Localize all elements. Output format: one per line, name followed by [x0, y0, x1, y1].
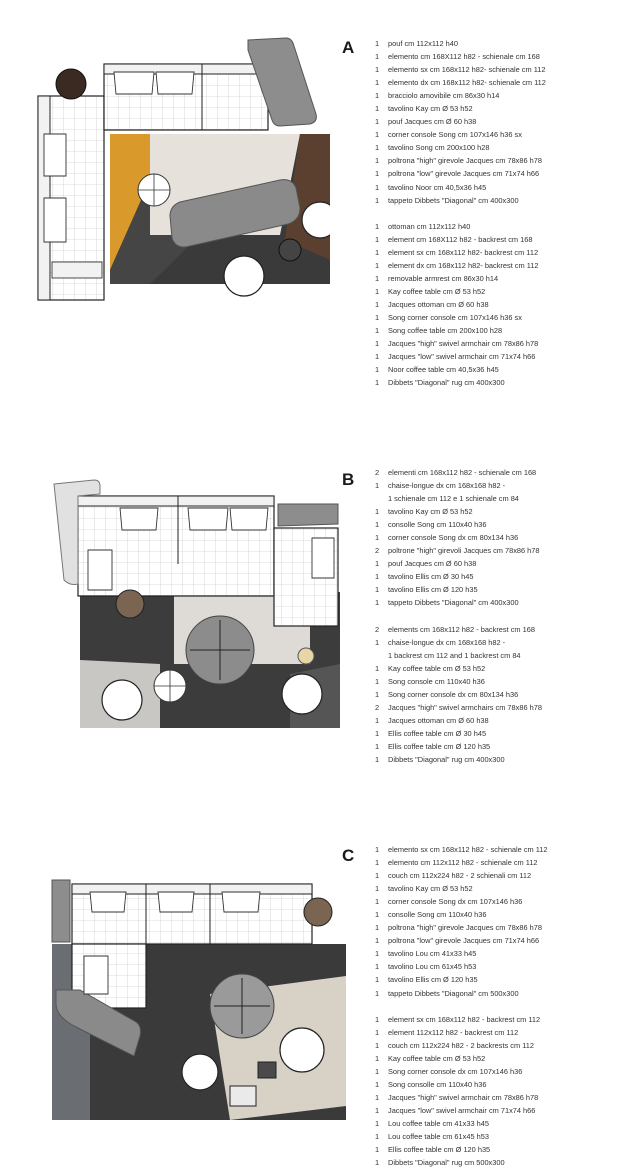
- legend-text: poltrona "low" girevole Jacques cm 71x74 h66: [388, 936, 540, 946]
- legend-item: [372, 843, 612, 856]
- legend-spacer: [372, 1000, 612, 1013]
- legend-item: [372, 298, 612, 311]
- legend-quantity: 1: [375, 1040, 380, 1050]
- legend-quantity: 1: [375, 988, 380, 998]
- legend-quantity: 1: [375, 585, 380, 595]
- legend-text: tappeto Dibbets "Diagonal" cm 400x300: [388, 195, 519, 205]
- legend-text: Ellis coffee table cm Ø 120 h35: [388, 741, 491, 751]
- legend-quantity: 1: [375, 572, 380, 582]
- floor-plan-b: [50, 474, 350, 729]
- legend-item: [372, 1026, 612, 1039]
- legend-item: [372, 505, 612, 518]
- legend-quantity: 1: [375, 247, 380, 257]
- legend-item: [372, 1091, 612, 1104]
- legend-text: element 112x112 h82 - backrest cm 112: [388, 1027, 519, 1037]
- legend-text: Kay coffee table cm Ø 53 h52: [388, 286, 486, 296]
- legend-text: Dibbets "Diagonal" rug cm 400x300: [388, 378, 505, 388]
- legend-item: [372, 623, 612, 636]
- legend-item: [372, 987, 612, 1000]
- legend-item: [372, 76, 612, 89]
- legend-item: [372, 636, 612, 649]
- legend-text: 1 schienale cm 112 e 1 schienale cm 84: [388, 494, 519, 504]
- legend-text: element cm 168X112 h82 - backrest cm 168: [388, 234, 533, 244]
- legend-quantity: 1: [375, 130, 380, 140]
- legend-quantity: 1: [375, 117, 380, 127]
- legend-text: corner console Song dx cm 80x134 h36: [388, 533, 519, 543]
- legend-item: [372, 181, 612, 194]
- legend-quantity: 1: [375, 754, 380, 764]
- legend-item: [372, 220, 612, 233]
- legend-quantity: 2: [375, 468, 380, 477]
- legend-quantity: 1: [375, 156, 380, 166]
- legend-item: [372, 662, 612, 675]
- legend-item: [372, 856, 612, 869]
- legend-quantity: 1: [375, 741, 380, 751]
- legend-text: Song coffee table cm 200x100 h28: [388, 325, 503, 335]
- legend-quantity: 1: [375, 234, 380, 244]
- legend-text: couch cm 112x224 h82 - 2 backrests cm 112: [388, 1040, 534, 1050]
- legend-item: [372, 882, 612, 895]
- legend-quantity: 1: [375, 1158, 380, 1168]
- legend-text: tavolino Kay cm Ø 53 h52: [388, 884, 473, 894]
- legend-quantity: 1: [375, 91, 380, 101]
- legend-quantity: 1: [375, 975, 380, 985]
- legend-text: Song corner console dx cm 107x146 h36: [388, 1066, 523, 1076]
- floor-plan-a: [30, 30, 330, 310]
- legend-item: [372, 272, 612, 285]
- legend-text: couch cm 112x224 h82 - 2 schienali cm 112: [388, 871, 532, 881]
- legend-item: [372, 102, 612, 115]
- legend-quantity: 1: [375, 39, 380, 48]
- legend-quantity: 1: [375, 676, 380, 686]
- legend-text: tavolino Song cm 200x100 h28: [388, 143, 490, 153]
- legend-quantity: 1: [375, 910, 380, 920]
- legend-item: [372, 688, 612, 701]
- legend-text: element sx cm 168x112 h82 - backrest cm 112: [388, 1014, 541, 1024]
- legend-text: Jacques ottoman cm Ø 60 h38: [388, 299, 489, 309]
- legend-text: Jacques "high" swivel armchair cm 78x86 h78: [388, 339, 539, 349]
- legend-text: ottoman cm 112x112 h40: [388, 221, 471, 231]
- section-letter-c: C: [342, 846, 355, 865]
- legend-item: [372, 960, 612, 973]
- legend-quantity: 1: [375, 1092, 380, 1102]
- legend-quantity: 1: [375, 365, 380, 375]
- legend-item: [372, 466, 612, 479]
- legend-item: [372, 285, 612, 298]
- legend-quantity: 1: [375, 169, 380, 179]
- legend-quantity: 1: [375, 1079, 380, 1089]
- legend-item: [372, 740, 612, 753]
- legend-quantity: 1: [375, 78, 380, 88]
- legend-quantity: 1: [375, 481, 380, 491]
- legend-text: tavolino Lou cm 41x33 h45: [388, 949, 477, 959]
- legend-text: element sx cm 168x112 h82- backrest cm 112: [388, 247, 539, 257]
- legend-quantity: 1: [375, 221, 380, 231]
- legend-text: chaise-longue dx cm 168x168 h82 -: [388, 481, 506, 491]
- legend-quantity: 1: [375, 299, 380, 309]
- legend-item: [372, 753, 612, 766]
- legend-text: poltrone "high" girevoli Jacques cm 78x86 h78: [388, 546, 540, 556]
- legend-quantity: 1: [375, 260, 380, 270]
- legend-text: Jacques ottoman cm Ø 60 h38: [388, 715, 489, 725]
- legend-item: [372, 479, 612, 492]
- legend-quantity: 1: [375, 325, 380, 335]
- legend-text: tappeto Dibbets "Diagonal" cm 400x300: [388, 598, 519, 608]
- legend-item: [372, 570, 612, 583]
- legend-quantity: 1: [375, 871, 380, 881]
- song-console: [278, 504, 338, 526]
- legend-item: [372, 233, 612, 246]
- legend-item: [372, 544, 612, 557]
- legend-item: [372, 714, 612, 727]
- legend-text: Song console cm 110x40 h36: [388, 676, 485, 686]
- legend-text: Jacques "high" swivel armchair cm 78x86 h78: [388, 1092, 539, 1102]
- legend-item: [372, 1130, 612, 1143]
- legend-text: Ellis coffee table cm Ø 120 h35: [388, 1145, 491, 1155]
- legend-quantity: 1: [375, 884, 380, 894]
- legend-text: Jacques "low" swivel armchair cm 71x74 h66: [388, 352, 536, 362]
- legend-quantity: 1: [375, 104, 380, 114]
- legend-quantity: 1: [375, 182, 380, 192]
- legend-text: Kay coffee table cm Ø 53 h52: [388, 1053, 486, 1063]
- legend-item: [372, 1156, 612, 1169]
- floor-plan-c: [50, 876, 350, 1124]
- legend-item: [372, 583, 612, 596]
- legend-item: [372, 376, 612, 389]
- legend-text: elemento dx cm 168x112 h82- schienale cm 112: [388, 78, 546, 88]
- kay-coffee-table: [304, 898, 332, 926]
- legend-item: [372, 194, 612, 207]
- legend-quantity: 1: [375, 897, 380, 907]
- legend-item: [372, 1013, 612, 1026]
- legend-item: [372, 246, 612, 259]
- legend-item: [372, 1039, 612, 1052]
- legend-item: [372, 50, 612, 63]
- legend-text: pouf Jacques cm Ø 60 h38: [388, 117, 477, 127]
- legend-quantity: 1: [375, 507, 380, 517]
- legend-text: consolle Song cm 110x40 h36: [388, 520, 487, 530]
- legend-quantity: 1: [375, 1014, 380, 1024]
- legend-quantity: 1: [375, 195, 380, 205]
- legend-text: elements cm 168x112 h82 - backrest cm 168: [388, 624, 535, 634]
- legend-quantity: 1: [375, 378, 380, 388]
- legend-text: Lou coffee table cm 61x45 h53: [388, 1131, 489, 1141]
- legend-list-b: [372, 466, 612, 766]
- legend-item: [372, 128, 612, 141]
- legend-text: corner console Song dx cm 107x146 h36: [388, 897, 523, 907]
- legend-item: [372, 167, 612, 180]
- legend-text: pouf cm 112x112 h40: [388, 39, 458, 48]
- legend-item: [372, 701, 612, 714]
- legend-item: [372, 518, 612, 531]
- legend-text: tavolino Ellis cm Ø 30 h45: [388, 572, 474, 582]
- legend-quantity: 1: [375, 1131, 380, 1141]
- legend-item: [372, 324, 612, 337]
- legend-text: tavolino Kay cm Ø 53 h52: [388, 507, 473, 517]
- legend-quantity: 1: [375, 1027, 380, 1037]
- legend-item: [372, 115, 612, 128]
- legend-quantity: 1: [375, 923, 380, 933]
- legend-quantity: 1: [375, 715, 380, 725]
- legend-text: element dx cm 168x112 h82- backrest cm 112: [388, 260, 539, 270]
- legend-item: [372, 947, 612, 960]
- legend-text: tavolino Noor cm 40,5x36 h45: [388, 182, 487, 192]
- legend-text: Song corner console cm 107x146 h36 sx: [388, 312, 522, 322]
- legend-item: [372, 37, 612, 50]
- legend-item: [372, 141, 612, 154]
- legend-list-a: [372, 37, 612, 389]
- legend-text: Dibbets "Diagonal" rug cm 400x300: [388, 754, 505, 764]
- legend-quantity: 1: [375, 312, 380, 322]
- legend-text: Song corner console dx cm 80x134 h36: [388, 689, 519, 699]
- lou-coffee-table-small: [258, 1062, 276, 1078]
- legend-text: Lou coffee table cm 41x33 h45: [388, 1118, 489, 1128]
- legend-item: [372, 869, 612, 882]
- legend-quantity: 1: [375, 143, 380, 153]
- legend-quantity: 2: [375, 546, 380, 556]
- legend-item: [372, 363, 612, 376]
- ellis-coffee-table-small: [298, 648, 314, 664]
- legend-quantity: 1: [375, 949, 380, 959]
- legend-item: [372, 1078, 612, 1091]
- legend-quantity: 1: [375, 52, 380, 62]
- legend-text: poltrona "low" girevole Jacques cm 71x74 h66: [388, 169, 540, 179]
- legend-item: [372, 1117, 612, 1130]
- legend-item: [372, 934, 612, 947]
- legend-text: removable armrest cm 86x30 h14: [388, 273, 499, 283]
- legend-spacer: [372, 610, 612, 623]
- legend-quantity: 1: [375, 845, 380, 854]
- legend-item: [372, 311, 612, 324]
- legend-quantity: 1: [375, 1118, 380, 1128]
- legend-quantity: 1: [375, 520, 380, 530]
- legend-item: [372, 1104, 612, 1117]
- legend-quantity: 1: [375, 728, 380, 738]
- legend-text: poltrona "high" girevole Jacques cm 78x86 h78: [388, 923, 542, 933]
- section-letter-b: B: [342, 470, 355, 489]
- legend-text: 1 backrest cm 112 and 1 backrest cm 84: [388, 650, 521, 660]
- section-letter-a: A: [342, 38, 355, 57]
- legend-item: [372, 1052, 612, 1065]
- legend-text: Dibbets "Diagonal" rug cm 500x300: [388, 1158, 505, 1168]
- legend-quantity: 1: [375, 637, 380, 647]
- legend-text: elementi cm 168x112 h82 - schienale cm 168: [388, 468, 537, 477]
- legend-quantity: 1: [375, 1053, 380, 1063]
- legend-item: [372, 973, 612, 986]
- legend-spacer: [372, 207, 612, 220]
- legend-item: [372, 1065, 612, 1078]
- legend-quantity: 1: [375, 1105, 380, 1115]
- legend-item: [372, 492, 612, 505]
- legend-item: [372, 895, 612, 908]
- legend-text: tappeto Dibbets "Diagonal" cm 500x300: [388, 988, 519, 998]
- legend-quantity: 1: [375, 598, 380, 608]
- kay-coffee-table: [56, 69, 86, 99]
- legend-item: [372, 337, 612, 350]
- legend-quantity: 1: [375, 1066, 380, 1076]
- legend-quantity: 1: [375, 936, 380, 946]
- lou-coffee-table-large: [230, 1086, 256, 1106]
- legend-text: tavolino Lou cm 61x45 h53: [388, 962, 477, 972]
- legend-text: poltrona "high" girevole Jacques cm 78x86 h78: [388, 156, 542, 166]
- legend-text: Jacques "low" swivel armchair cm 71x74 h66: [388, 1105, 536, 1115]
- legend-text: Noor coffee table cm 40,5x36 h45: [388, 365, 499, 375]
- legend-quantity: 1: [375, 663, 380, 673]
- legend-quantity: 1: [375, 533, 380, 543]
- legend-text: tavolino Ellis cm Ø 120 h35: [388, 975, 478, 985]
- legend-quantity: 1: [375, 65, 380, 75]
- legend-item: [372, 154, 612, 167]
- legend-quantity: 2: [375, 702, 380, 712]
- noor-coffee-table: [279, 239, 301, 261]
- legend-text: Song consolle cm 110x40 h36: [388, 1079, 487, 1089]
- legend-item: [372, 727, 612, 740]
- legend-quantity: 1: [375, 273, 380, 283]
- legend-quantity: 1: [375, 286, 380, 296]
- legend-text: Kay coffee table cm Ø 53 h52: [388, 663, 486, 673]
- legend-item: [372, 89, 612, 102]
- legend-item: [372, 596, 612, 609]
- legend-item: [372, 908, 612, 921]
- legend-item: [372, 649, 612, 662]
- legend-quantity: 1: [375, 352, 380, 362]
- kay-coffee-table: [116, 590, 144, 618]
- legend-text: consolle Song cm 110x40 h36: [388, 910, 487, 920]
- legend-quantity: 2: [375, 624, 380, 634]
- legend-text: elemento cm 168X112 h82 - schienale cm 168: [388, 52, 540, 62]
- legend-quantity: 1: [375, 1145, 380, 1155]
- legend-text: tavolino Ellis cm Ø 120 h35: [388, 585, 478, 595]
- legend-text: chaise-longue dx cm 168x168 h82 -: [388, 637, 506, 647]
- legend-item: [372, 259, 612, 272]
- legend-text: corner console Song cm 107x146 h36 sx: [388, 130, 522, 140]
- legend-text: Jacques "high" swivel armchairs cm 78x86 h78: [388, 702, 542, 712]
- legend-item: [372, 557, 612, 570]
- legend-quantity: 1: [375, 962, 380, 972]
- legend-text: elemento sx cm 168x112 h82- schienale cm 112: [388, 65, 546, 75]
- legend-text: pouf Jacques cm Ø 60 h38: [388, 559, 477, 569]
- legend-text: Ellis coffee table cm Ø 30 h45: [388, 728, 487, 738]
- song-console: [52, 880, 70, 942]
- legend-text: bracciolo amovibile cm 86x30 h14: [388, 91, 500, 101]
- legend-text: elemento cm 112x112 h82 - schienale cm 112: [388, 858, 538, 868]
- legend-item: [372, 531, 612, 544]
- legend-item: [372, 1143, 612, 1156]
- legend-list-c: [372, 843, 612, 1169]
- legend-text: elemento sx cm 168x112 h82 - schienale cm 112: [388, 845, 548, 854]
- legend-item: [372, 675, 612, 688]
- legend-item: [372, 63, 612, 76]
- legend-item: [372, 921, 612, 934]
- legend-text: tavolino Kay cm Ø 53 h52: [388, 104, 473, 114]
- legend-quantity: 1: [375, 689, 380, 699]
- legend-quantity: 1: [375, 339, 380, 349]
- legend-quantity: 1: [375, 858, 380, 868]
- legend-quantity: 1: [375, 559, 380, 569]
- legend-item: [372, 350, 612, 363]
